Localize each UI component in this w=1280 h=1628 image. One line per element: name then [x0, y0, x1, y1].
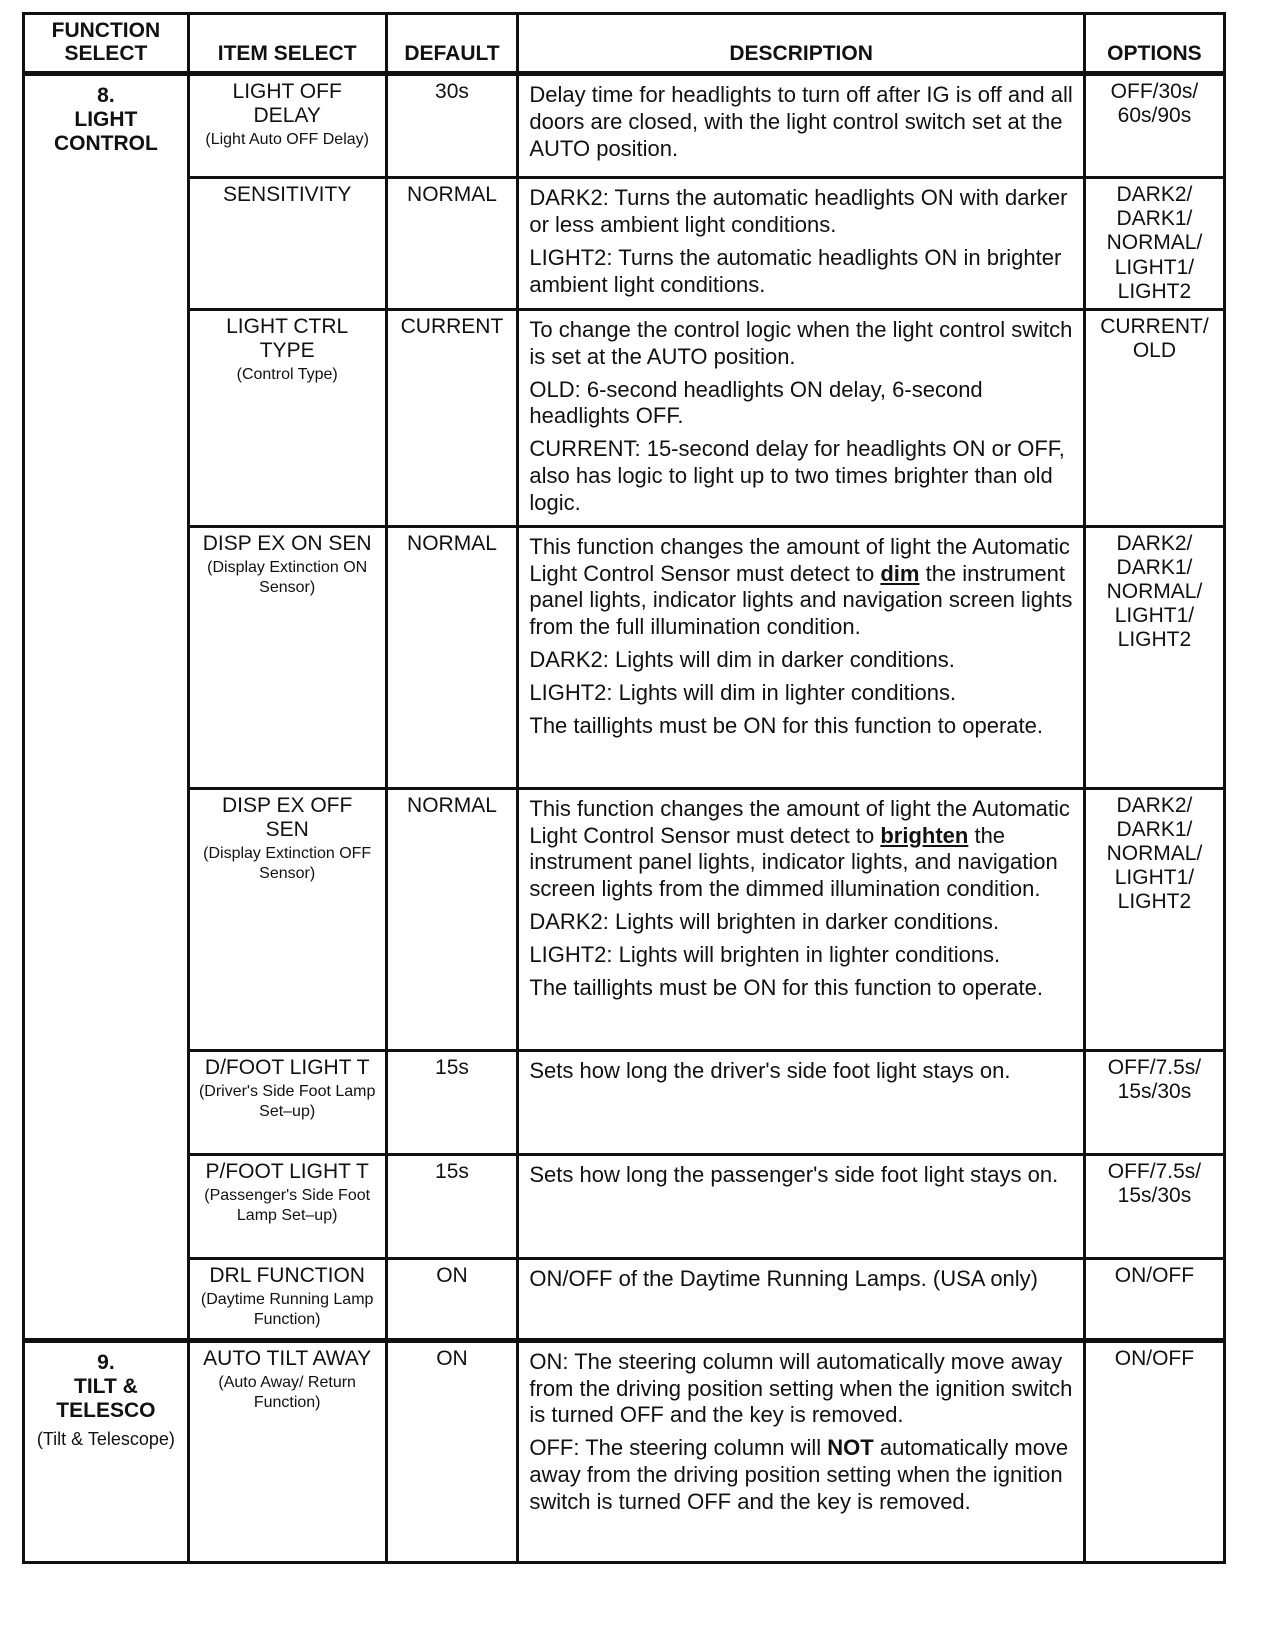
function-name: TILT & TELESCO — [56, 1374, 156, 1422]
description-cell — [518, 178, 1085, 310]
item-name: DRL FUNCTION — [209, 1263, 365, 1287]
item-cell — [188, 178, 386, 310]
options-value: DARK2/ DARK1/ NORMAL/ LIGHT1/ LIGHT2 — [1084, 178, 1224, 310]
header-row — [24, 14, 1225, 74]
item-cell — [188, 1340, 386, 1562]
table-row — [24, 1340, 1225, 1562]
table-row — [24, 526, 1225, 788]
description-text: CURRENT: 15-second delay for headlights ON or OFF, also has logic to light up to two times brighter than old logic. — [529, 436, 1065, 515]
description-text: OLD: 6-second headlights ON delay, 6-second headlights OFF. — [529, 376, 983, 429]
description-text: DARK2: Turns the automatic headlights ON with darker or less ambient light conditions. — [529, 185, 1068, 238]
item-note: (Light Auto OFF Delay) — [205, 131, 369, 149]
item-note: (Driver's Side Foot Lamp Set–up) — [198, 1082, 376, 1120]
header-description: DESCRIPTION — [518, 14, 1085, 74]
function-tilt-telesco — [24, 1340, 189, 1562]
options-value: OFF/7.5s/ 15s/30s — [1084, 1050, 1224, 1154]
description-text: LIGHT2: Lights will brighten in lighter conditions. — [529, 941, 1001, 967]
options-value: OFF/30s/ 60s/90s — [1084, 74, 1224, 178]
description-cell — [518, 74, 1085, 178]
header-default: DEFAULT — [386, 14, 518, 74]
options-value: ON/OFF — [1084, 1258, 1224, 1340]
description-cell — [518, 1258, 1085, 1340]
default-value: 15s — [386, 1154, 518, 1258]
description-text: LIGHT2: Turns the automatic headlights ON in brighter ambient light conditions. — [529, 244, 1062, 297]
description-text: DARK2: Lights will brighten in darker conditions. — [529, 909, 999, 934]
table-row — [24, 788, 1225, 1050]
item-note: (Auto Away/ Return Function) — [218, 1373, 356, 1411]
item-name: DISP EX ON SEN — [202, 531, 372, 555]
default-value: NORMAL — [386, 788, 518, 1050]
table-row — [24, 309, 1225, 526]
item-cell — [188, 526, 386, 788]
description-text-start: This function changes the amount of light the Automatic Light Control Sensor must detect to — [529, 533, 1070, 586]
table-row — [24, 178, 1225, 310]
default-value: 15s — [386, 1050, 518, 1154]
item-cell — [188, 309, 386, 526]
function-number: 9. — [97, 1350, 115, 1374]
description-text — [529, 534, 1073, 641]
description-cell — [518, 1050, 1085, 1154]
description-text: ON: The steering column will automatically move away from the driving position setting when the ignition switch is turned OFF and the key is removed. — [529, 1348, 1073, 1428]
item-name: SENSITIVITY — [222, 183, 352, 207]
description-text — [529, 796, 1073, 903]
description-cell — [518, 309, 1085, 526]
default-value: 30s — [386, 74, 518, 178]
options-value: ON/OFF — [1084, 1340, 1224, 1562]
options-value: CURRENT/ OLD — [1084, 309, 1224, 526]
description-text: Sets how long the driver's side foot light stays on. — [529, 1057, 1011, 1083]
item-note: (Control Type) — [236, 366, 338, 384]
header-item-select: ITEM SELECT — [188, 14, 386, 74]
description-text: LIGHT2: Lights will dim in lighter conditions. — [529, 679, 957, 705]
item-name: LIGHT OFF DELAY — [232, 80, 342, 128]
table-row — [24, 74, 1225, 178]
description-text: To change the control logic when the light control switch is set at the AUTO position. — [529, 316, 1073, 369]
description-cell — [518, 1340, 1085, 1562]
default-value: NORMAL — [386, 178, 518, 310]
default-value: ON — [386, 1258, 518, 1340]
description-text-end: the instrument panel lights, indicator lights and navigation screen lights from the full illumination condition. — [529, 560, 1073, 640]
default-value: NORMAL — [386, 526, 518, 788]
item-note: (Daytime Running Lamp Function) — [200, 1290, 374, 1328]
function-note: (Tilt & Telescope) — [36, 1429, 175, 1450]
item-name: D/FOOT LIGHT T — [204, 1055, 370, 1079]
description-text: Sets how long the passenger's side foot light stays on. — [529, 1161, 1059, 1187]
description-text: The taillights must be ON for this function to operate. — [529, 712, 1043, 738]
description-cell — [518, 788, 1085, 1050]
item-cell — [188, 1154, 386, 1258]
emphasis-brighten: brighten — [880, 822, 969, 848]
table-row — [24, 1050, 1225, 1154]
function-number: 8. — [97, 84, 115, 108]
description-text-start: OFF: The steering column will — [529, 1435, 828, 1461]
item-cell — [188, 74, 386, 178]
default-value: ON — [386, 1340, 518, 1562]
options-value: DARK2/ DARK1/ NORMAL/ LIGHT1/ LIGHT2 — [1084, 788, 1224, 1050]
function-name: LIGHT CONTROL — [53, 108, 158, 156]
description-cell — [518, 1154, 1085, 1258]
description-text — [529, 1435, 1073, 1515]
table-row — [24, 1258, 1225, 1340]
description-cell — [518, 526, 1085, 788]
options-value: OFF/7.5s/ 15s/30s — [1084, 1154, 1224, 1258]
item-note: (Display Extinction ON Sensor) — [207, 558, 368, 596]
item-name: DISP EX OFF SEN — [222, 793, 353, 841]
description-text: Delay time for headlights to turn off after IG is off and all doors are closed, with the light control switch set at the AUTO position. — [529, 82, 1073, 161]
description-text: DARK2: Lights will dim in darker conditions. — [529, 647, 955, 672]
header-options: OPTIONS — [1084, 14, 1224, 74]
emphasis-not: NOT — [827, 1435, 874, 1461]
description-text-end: automatically move away from the driving position setting when the ignition switch is turned OFF and the key is removed. — [529, 1435, 1069, 1514]
description-text-end: the instrument panel lights, indicator lights, and navigation screen lights from the dimmed illumination condition. — [529, 822, 1058, 902]
item-note: (Display Extinction OFF Sensor) — [203, 844, 372, 882]
function-settings-table — [22, 12, 1226, 1564]
item-cell — [188, 1050, 386, 1154]
item-name: P/FOOT LIGHT T — [205, 1159, 369, 1183]
item-name: AUTO TILT AWAY — [203, 1346, 372, 1370]
header-function-select: FUNCTION SELECT — [24, 14, 189, 74]
description-text: The taillights must be ON for this function to operate. — [529, 974, 1043, 1000]
function-light-control — [24, 74, 189, 1341]
item-cell — [188, 788, 386, 1050]
emphasis-dim: dim — [880, 560, 920, 586]
options-value: DARK2/ DARK1/ NORMAL/ LIGHT1/ LIGHT2 — [1084, 526, 1224, 788]
default-value: CURRENT — [386, 309, 518, 526]
item-note: (Passenger's Side Foot Lamp Set–up) — [204, 1186, 371, 1224]
item-name: LIGHT CTRL TYPE — [226, 314, 349, 363]
description-text: ON/OFF of the Daytime Running Lamps. (USA only) — [529, 1265, 1039, 1291]
description-text-start: This function changes the amount of light the Automatic Light Control Sensor must detect to — [529, 795, 1070, 848]
table-row — [24, 1154, 1225, 1258]
item-cell — [188, 1258, 386, 1340]
